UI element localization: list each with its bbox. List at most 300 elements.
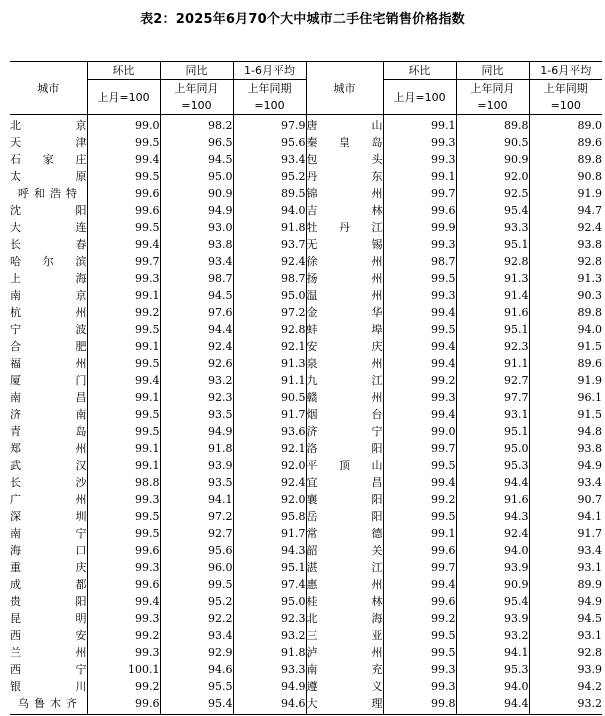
yoy-value: 91.6: [456, 304, 529, 321]
avg-value: 94.5: [529, 610, 602, 627]
mom-value: 99.3: [383, 287, 456, 304]
avg-value: 91.8: [233, 644, 306, 661]
city-name: 温州: [306, 289, 383, 302]
mom-value: 99.3: [87, 491, 160, 508]
avg-value: 94.2: [529, 678, 602, 695]
avg-value: 89.9: [529, 576, 602, 593]
yoy-value: 98.2: [160, 115, 233, 135]
yoy-value: 93.9: [160, 457, 233, 474]
mom-value: 98.7: [383, 253, 456, 270]
city-name: 长沙: [10, 476, 87, 489]
table-row: [10, 508, 602, 525]
avg-value: 93.4: [233, 151, 306, 168]
yoy-value: 93.4: [160, 253, 233, 270]
city-name: 北京: [10, 119, 87, 132]
yoy-value: 93.4: [160, 627, 233, 644]
mom-value: 99.5: [87, 423, 160, 440]
city-name: 济南: [10, 408, 87, 421]
city-name: 兰州: [10, 646, 87, 659]
table-row: [10, 321, 602, 338]
avg-value: 95.0: [233, 287, 306, 304]
mom-value: 99.3: [383, 134, 456, 151]
city-name: 丹东: [306, 170, 383, 183]
yoy-value: 94.0: [456, 678, 529, 695]
mom-value: 99.4: [87, 372, 160, 389]
yoy-value: 96.0: [160, 559, 233, 576]
yoy-value: 94.5: [160, 151, 233, 168]
yoy-value: 92.2: [160, 610, 233, 627]
yoy-value: 97.2: [160, 508, 233, 525]
avg-value: 96.1: [529, 389, 602, 406]
mom-value: 99.0: [383, 423, 456, 440]
column-header-avg-left: 1-6月平均: [233, 62, 306, 80]
city-name: 广州: [10, 493, 87, 506]
yoy-value: 95.4: [456, 202, 529, 219]
yoy-value: 90.9: [160, 185, 233, 202]
table-row: [10, 440, 602, 457]
table-row: [10, 185, 602, 202]
mom-value: 99.4: [383, 338, 456, 355]
avg-value: 98.7: [233, 270, 306, 287]
mom-value: 99.7: [383, 559, 456, 576]
avg-value: 94.6: [233, 695, 306, 715]
city-name: 南京: [10, 289, 87, 302]
yoy-value: 92.9: [160, 644, 233, 661]
city-name: 岳阳: [306, 510, 383, 523]
yoy-value: 97.6: [160, 304, 233, 321]
mom-value: 99.5: [383, 627, 456, 644]
avg-value: 91.1: [233, 372, 306, 389]
avg-value: 94.0: [529, 321, 602, 338]
city-name: 九江: [306, 374, 383, 387]
city-name: 安庆: [306, 340, 383, 353]
city-name: 湛江: [306, 561, 383, 574]
avg-value: 92.4: [529, 219, 602, 236]
city-name: 泸州: [306, 646, 383, 659]
yoy-value: 97.7: [456, 389, 529, 406]
price-index-table: [10, 61, 602, 715]
avg-value: 91.9: [529, 372, 602, 389]
yoy-value: 92.5: [456, 185, 529, 202]
city-name: 海口: [10, 544, 87, 557]
avg-value: 93.2: [529, 695, 602, 715]
subheader-yoy-line2: =100: [181, 99, 212, 112]
mom-value: 99.2: [383, 372, 456, 389]
mom-value: 99.9: [383, 219, 456, 236]
avg-value: 91.7: [529, 525, 602, 542]
table-row: [10, 389, 602, 406]
avg-value: 95.0: [233, 593, 306, 610]
mom-value: 99.3: [383, 151, 456, 168]
avg-value: 92.4: [233, 474, 306, 491]
yoy-value: 99.5: [160, 576, 233, 593]
yoy-value: 92.7: [456, 372, 529, 389]
yoy-value: 94.4: [456, 474, 529, 491]
mom-value: 99.3: [87, 270, 160, 287]
city-name: 遵义: [306, 680, 383, 693]
avg-value: 92.8: [233, 321, 306, 338]
yoy-value: 94.1: [456, 644, 529, 661]
city-name: 秦皇岛: [306, 136, 383, 149]
avg-value: 94.8: [529, 423, 602, 440]
subheader-yoy-line1: 上年同月: [174, 82, 219, 95]
city-name: 乌鲁木齐: [10, 695, 87, 715]
table-row: [10, 423, 602, 440]
mom-value: 99.4: [383, 355, 456, 372]
column-header-city-left: 城市: [10, 62, 87, 115]
city-name: 西安: [10, 629, 87, 642]
mom-value: 99.4: [383, 406, 456, 423]
mom-value: 99.2: [383, 610, 456, 627]
yoy-value: 93.1: [456, 406, 529, 423]
yoy-value: 92.6: [160, 355, 233, 372]
city-name: 昆明: [10, 612, 87, 625]
avg-value: 90.3: [529, 287, 602, 304]
table-row: [10, 627, 602, 644]
city-name: 贵阳: [10, 595, 87, 608]
city-name: 哈尔滨: [10, 255, 87, 268]
avg-value: 92.4: [233, 253, 306, 270]
table-row: [10, 474, 602, 491]
city-name: 福州: [10, 357, 87, 370]
avg-value: 93.7: [233, 236, 306, 253]
yoy-value: 93.0: [160, 219, 233, 236]
yoy-value: 90.5: [456, 134, 529, 151]
yoy-value: 92.0: [456, 168, 529, 185]
avg-value: 89.6: [529, 134, 602, 151]
avg-value: 90.8: [529, 168, 602, 185]
mom-value: 99.7: [383, 185, 456, 202]
yoy-value: 95.5: [160, 678, 233, 695]
avg-value: 91.9: [529, 185, 602, 202]
yoy-value: 92.8: [456, 253, 529, 270]
yoy-value: 93.2: [456, 627, 529, 644]
table-row: [10, 542, 602, 559]
mom-value: 99.8: [383, 695, 456, 715]
city-name: 太原: [10, 170, 87, 183]
yoy-value: 93.3: [456, 219, 529, 236]
table-row: [10, 695, 602, 715]
yoy-value: 98.7: [160, 270, 233, 287]
avg-value: 93.9: [529, 661, 602, 678]
city-name: 三亚: [306, 629, 383, 642]
mom-value: 99.1: [87, 389, 160, 406]
yoy-value: 96.5: [160, 134, 233, 151]
mom-value: 99.2: [87, 627, 160, 644]
mom-value: 99.1: [383, 525, 456, 542]
yoy-value: 94.5: [160, 287, 233, 304]
avg-value: 92.3: [233, 610, 306, 627]
avg-value: 94.9: [529, 457, 602, 474]
city-name: 天津: [10, 136, 87, 149]
subheader-yoy-right: [456, 80, 529, 115]
yoy-value: 93.5: [160, 406, 233, 423]
city-name: 呼和浩特: [18, 187, 77, 200]
avg-value: 92.0: [233, 457, 306, 474]
city-name: 宁波: [10, 323, 87, 336]
yoy-value: 94.9: [160, 202, 233, 219]
city-name: 常德: [306, 527, 383, 540]
subheader-avg-line2: =100: [254, 99, 285, 112]
yoy-value: 95.4: [456, 593, 529, 610]
page-title: 表2：2025年6月70个大中城市二手住宅销售价格指数: [140, 12, 465, 27]
city-name: 青岛: [10, 425, 87, 438]
avg-value: 90.5: [233, 389, 306, 406]
mom-value: 99.3: [87, 559, 160, 576]
yoy-value: 94.4: [160, 321, 233, 338]
mom-value: 99.3: [87, 644, 160, 661]
yoy-value: 95.1: [456, 321, 529, 338]
avg-value: 94.9: [233, 678, 306, 695]
city-name: 杭州: [10, 306, 87, 319]
city-name: 合肥: [10, 340, 87, 353]
table-row: [10, 202, 602, 219]
avg-value: 93.4: [529, 474, 602, 491]
mom-value: 99.3: [87, 610, 160, 627]
mom-value: 98.8: [87, 474, 160, 491]
mom-value: 99.7: [383, 440, 456, 457]
yoy-value: 90.9: [456, 151, 529, 168]
mom-value: 99.1: [87, 457, 160, 474]
city-name: 蚌埠: [306, 323, 383, 336]
subheader-avg-line1: 上年同期: [247, 82, 292, 95]
yoy-value: 92.4: [160, 338, 233, 355]
avg-value: 97.2: [233, 304, 306, 321]
city-name: 赣州: [306, 391, 383, 404]
mom-value: 99.1: [383, 168, 456, 185]
avg-value: 94.7: [529, 202, 602, 219]
yoy-value: 95.0: [160, 168, 233, 185]
yoy-value: 95.4: [160, 695, 233, 715]
avg-value: 90.7: [529, 491, 602, 508]
mom-value: 99.7: [87, 253, 160, 270]
city-name: 厦门: [10, 374, 87, 387]
table-row: [10, 304, 602, 321]
mom-value: 99.1: [87, 287, 160, 304]
table-row: [10, 287, 602, 304]
yoy-value: 95.3: [456, 661, 529, 678]
avg-value: 94.0: [233, 202, 306, 219]
table-row: [10, 219, 602, 236]
table-row: [10, 115, 602, 135]
mom-value: 99.4: [87, 151, 160, 168]
avg-value: 89.8: [529, 151, 602, 168]
avg-value: 93.6: [233, 423, 306, 440]
city-name: 吉林: [306, 204, 383, 217]
yoy-value: 95.1: [456, 423, 529, 440]
avg-value: 92.1: [233, 338, 306, 355]
avg-value: 92.8: [529, 644, 602, 661]
city-name: 长春: [10, 238, 87, 251]
city-name: 济宁: [306, 425, 383, 438]
city-name: 襄阳: [306, 493, 383, 506]
city-name: 大理: [306, 695, 383, 715]
table-row: [10, 593, 602, 610]
avg-value: 93.1: [529, 627, 602, 644]
table-row: [10, 491, 602, 508]
subheader-avg-line1: 上年同期: [543, 82, 588, 95]
table-row: [10, 338, 602, 355]
table-row: [10, 355, 602, 372]
city-name: 大连: [10, 221, 87, 234]
avg-value: 89.0: [529, 115, 602, 135]
city-name: 牡丹江: [306, 221, 383, 234]
yoy-value: 93.2: [160, 372, 233, 389]
table-row: [10, 576, 602, 593]
yoy-value: 93.8: [160, 236, 233, 253]
avg-value: 94.1: [529, 508, 602, 525]
mom-value: 99.5: [383, 321, 456, 338]
mom-value: 99.0: [87, 115, 160, 135]
city-name: 南充: [306, 663, 383, 676]
subheader-yoy-line1: 上年同月: [470, 82, 515, 95]
mom-value: 99.3: [383, 236, 456, 253]
table-row: [10, 610, 602, 627]
city-name: 桂林: [306, 595, 383, 608]
mom-value: 99.6: [383, 542, 456, 559]
avg-value: 95.2: [233, 168, 306, 185]
mom-value: 99.2: [87, 678, 160, 695]
mom-value: 99.4: [383, 576, 456, 593]
subheader-mom-right: 上月=100: [383, 80, 456, 115]
yoy-value: 93.9: [456, 559, 529, 576]
mom-value: 99.5: [383, 270, 456, 287]
mom-value: 99.1: [87, 440, 160, 457]
city-name: 唐山: [306, 115, 383, 135]
avg-value: 89.8: [529, 304, 602, 321]
subheader-avg-right: [529, 80, 602, 115]
avg-value: 89.5: [233, 185, 306, 202]
table-row: [10, 678, 602, 695]
yoy-value: 91.8: [160, 440, 233, 457]
avg-value: 94.9: [529, 593, 602, 610]
table-row: [10, 236, 602, 253]
table-body: [10, 115, 602, 715]
yoy-value: 94.0: [456, 542, 529, 559]
avg-value: 97.4: [233, 576, 306, 593]
avg-value: 93.8: [529, 236, 602, 253]
table-row: [10, 406, 602, 423]
avg-value: 91.8: [233, 219, 306, 236]
yoy-value: 95.0: [456, 440, 529, 457]
city-name: 北海: [306, 612, 383, 625]
avg-value: 91.5: [529, 406, 602, 423]
city-name: 洛阳: [306, 442, 383, 455]
city-name: 平顶山: [306, 459, 383, 472]
mom-value: 99.4: [87, 593, 160, 610]
city-name: 武汉: [10, 459, 87, 472]
column-header-city-right: 城市: [306, 62, 383, 115]
city-name: 韶关: [306, 544, 383, 557]
table-row: [10, 559, 602, 576]
mom-value: 99.2: [87, 304, 160, 321]
avg-value: 91.3: [233, 355, 306, 372]
mom-value: 99.5: [87, 355, 160, 372]
avg-value: 91.5: [529, 338, 602, 355]
table-row: [10, 661, 602, 678]
city-name: 郑州: [10, 442, 87, 455]
subheader-avg-line2: =100: [550, 99, 581, 112]
mom-value: 99.2: [383, 491, 456, 508]
mom-value: 99.6: [87, 202, 160, 219]
yoy-value: 91.4: [456, 287, 529, 304]
yoy-value: 92.3: [456, 338, 529, 355]
mom-value: 99.3: [383, 678, 456, 695]
avg-value: 92.8: [529, 253, 602, 270]
mom-value: 99.6: [87, 542, 160, 559]
yoy-value: 94.1: [160, 491, 233, 508]
mom-value: 100.1: [87, 661, 160, 678]
mom-value: 99.5: [383, 644, 456, 661]
mom-value: 99.5: [87, 134, 160, 151]
mom-value: 99.5: [87, 508, 160, 525]
table-row: [10, 372, 602, 389]
column-header-mom-left: 环比: [87, 62, 160, 80]
yoy-value: 94.4: [456, 695, 529, 715]
avg-value: 97.9: [233, 115, 306, 135]
yoy-value: 94.9: [160, 423, 233, 440]
city-name: 包头: [306, 153, 383, 166]
avg-value: 93.2: [233, 627, 306, 644]
yoy-value: 90.9: [456, 576, 529, 593]
mom-value: 99.5: [87, 321, 160, 338]
yoy-value: 92.3: [160, 389, 233, 406]
city-name: 成都: [10, 578, 87, 591]
mom-value: 99.5: [383, 457, 456, 474]
column-header-mom-right: 环比: [383, 62, 456, 80]
yoy-value: 89.8: [456, 115, 529, 135]
yoy-value: 95.6: [160, 542, 233, 559]
mom-value: 99.4: [383, 474, 456, 491]
avg-value: 89.6: [529, 355, 602, 372]
yoy-value: 93.5: [160, 474, 233, 491]
table-row: [10, 457, 602, 474]
avg-value: 95.1: [233, 559, 306, 576]
city-name: 重庆: [10, 561, 87, 574]
yoy-value: 95.3: [456, 457, 529, 474]
mom-value: 99.6: [87, 695, 160, 715]
city-name: 惠州: [306, 578, 383, 591]
mom-value: 99.3: [383, 661, 456, 678]
yoy-value: 94.3: [456, 508, 529, 525]
mom-value: 99.6: [383, 593, 456, 610]
city-name: 泉州: [306, 357, 383, 370]
mom-value: 99.5: [87, 406, 160, 423]
column-header-avg-right: 1-6月平均: [529, 62, 602, 80]
mom-value: 99.4: [87, 236, 160, 253]
avg-value: 93.4: [529, 542, 602, 559]
table-row: [10, 644, 602, 661]
yoy-value: 91.3: [456, 270, 529, 287]
city-name: 扬州: [306, 272, 383, 285]
table-row: [10, 151, 602, 168]
subheader-avg-left: [233, 80, 306, 115]
yoy-value: 92.4: [456, 525, 529, 542]
city-name: 南宁: [10, 527, 87, 540]
city-name: 金华: [306, 306, 383, 319]
column-header-yoy-right: 同比: [456, 62, 529, 80]
city-name: 烟台: [306, 408, 383, 421]
avg-value: 94.3: [233, 542, 306, 559]
table-row: [10, 253, 602, 270]
avg-value: 95.8: [233, 508, 306, 525]
avg-value: 92.0: [233, 491, 306, 508]
yoy-value: 92.7: [160, 525, 233, 542]
subheader-mom-left: 上月=100: [87, 80, 160, 115]
table-row: [10, 134, 602, 151]
yoy-value: 91.1: [456, 355, 529, 372]
yoy-value: 95.1: [456, 236, 529, 253]
